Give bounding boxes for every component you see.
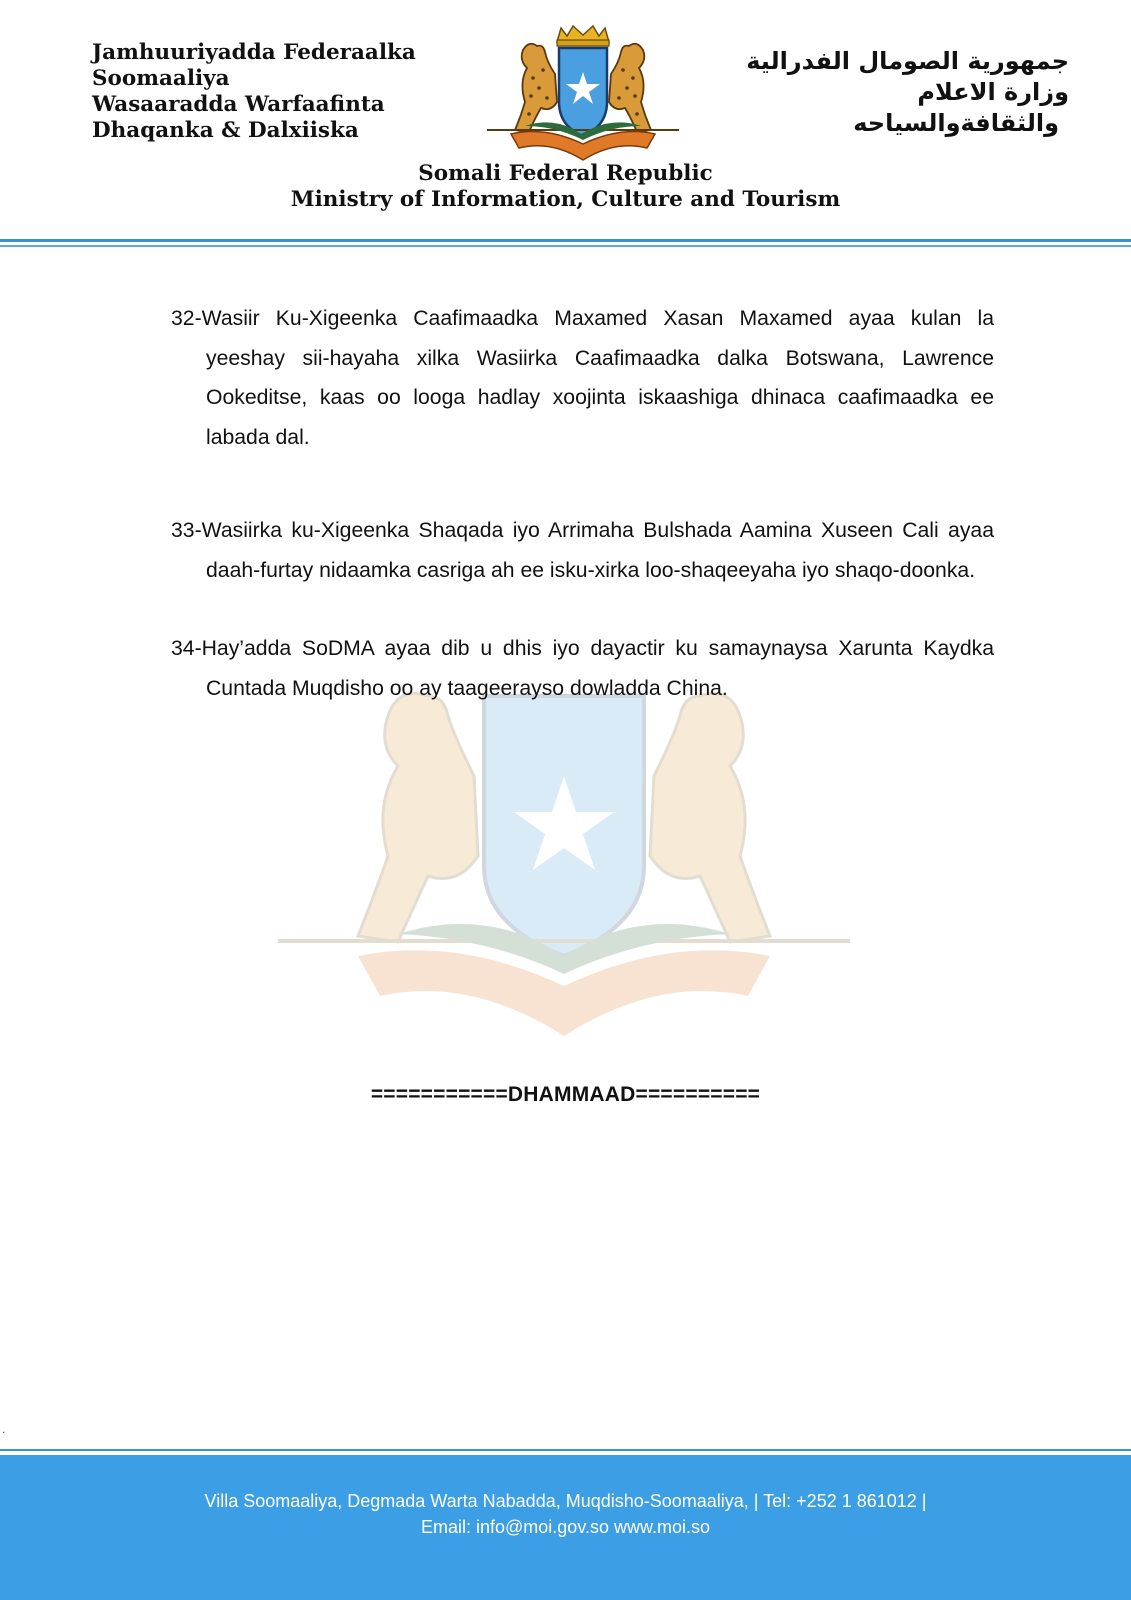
footer-bar [0, 1455, 1131, 1600]
right-leopard-icon [609, 44, 651, 132]
somali-coat-of-arms-icon [485, 22, 681, 162]
header-right-line: والثقافةوالسياحه [853, 109, 1059, 137]
left-leopard-icon [515, 44, 557, 132]
header-english-title [0, 161, 1131, 213]
margin-dot: . [2, 1422, 6, 1436]
header-left-line: Wasaaradda Warfaafinta [92, 92, 385, 117]
coat-of-arms-watermark-icon [278, 656, 850, 1056]
header-right-line: وزارة الاعلام [917, 78, 1069, 106]
header-somali-title [92, 40, 416, 144]
header-divider [0, 239, 1131, 242]
header-left-line: Dhaqanka & Dalxiiska [92, 118, 359, 143]
end-marker: ===========DHAMMAAD========== [370, 1083, 761, 1106]
header-divider [0, 245, 1131, 247]
header-left-line: Jamhuuriyadda Federaalka [92, 40, 416, 65]
header-right-line: جمهورية الصومال الفدرالية [746, 47, 1069, 75]
news-item-33: 33-Wasiirka ku-Xigeenka Shaqada iyo Arrimaha Bulshada Aamina Xuseen Cali ayaa daah-furtay nidaamka casriga ah ee isku-xirka loo-shaqeeyaha iyo shaqo-doonka. [171, 519, 994, 582]
header-arabic-title [746, 46, 1069, 139]
header-center-line: Somali Federal Republic [418, 161, 713, 186]
header-center-line: Ministry of Information, Culture and Tourism [290, 187, 841, 212]
news-item-32: 32-Wasiir Ku-Xigeenka Caafimaadka Maxamed Xasan Maxamed ayaa kulan la yeeshay sii-hayaha xilka Wasiirka Caafimaadka dalka Botswana, Lawrence Ookeditse, kaas oo looga hadlay xoojinta iskaashiga dhinaca caafimaadka ee labada dal. [171, 307, 994, 449]
news-item-34: 34-Hay’adda SoDMA ayaa dib u dhis iyo dayactir ku samaynaysa Xarunta Kaydka Cuntada Muqdisho oo ay taageerayso dowladda China. [171, 637, 994, 700]
crown-icon [557, 26, 609, 46]
header-left-line: Soomaaliya [92, 66, 230, 91]
news-list [170, 299, 994, 708]
footer-address: Villa Soomaaliya, Degmada Warta Nabadda, Muqdisho-Soomaaliya, | Tel: +252 1 861012 | [204, 1491, 927, 1511]
footer-contact: Email: info@moi.gov.so www.moi.so [420, 1517, 711, 1537]
footer-divider [0, 1449, 1131, 1451]
